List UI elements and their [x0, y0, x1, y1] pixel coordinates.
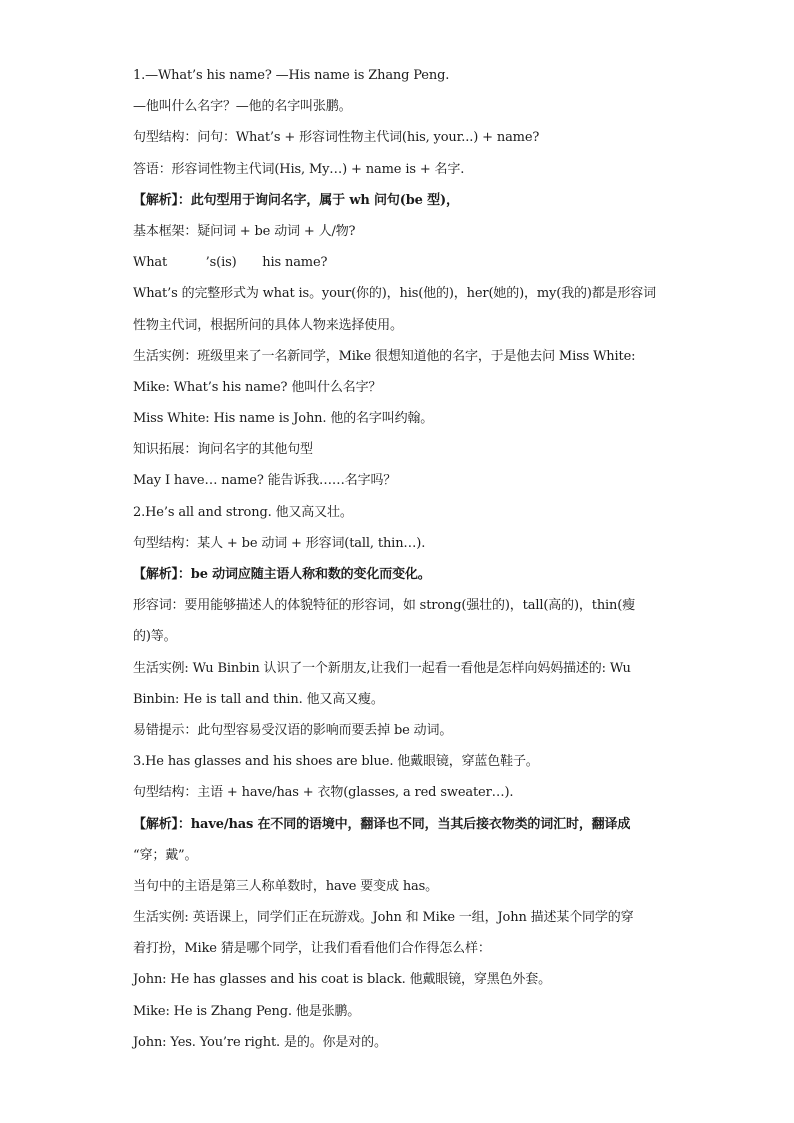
text-line: 性物主代词，根据所问的具体人物来选择使用。 [133, 317, 403, 333]
analysis-line: 【解析】：have/has 在不同的语境中，翻译也不同，当其后接衣物类的词汇时，翻译成 [133, 816, 631, 832]
analysis-line: 【解析】：be 动词应随主语人称和数的变化而变化。 [133, 567, 431, 582]
text-line: —他叫什么名字？—他的名字叫张鹏。 [133, 99, 352, 115]
text-line: 知识拓展：询问名字的其他句型 [133, 442, 313, 458]
text-line: 形容词：要用能够描述人的体貌特征的形容词，如 strong(强壮的)，tall(高的)，thin(瘦 [133, 598, 636, 614]
text-line: Miss White: His name is John. 他的名字叫约翰。 [133, 411, 434, 427]
text-line: Mike: What’s his name? 他叫什么名字？ [133, 379, 382, 395]
text-line: Binbin: He is tall and thin. 他又高又瘦。 [133, 691, 384, 707]
text-line: What ’s(is) his name? [133, 255, 328, 271]
text-line: 易错提示：此句型容易受汉语的影响而要丢掉 be 动词。 [133, 722, 453, 738]
text-line: 1.—What’s his name? —His name is Zhang Peng. [133, 68, 450, 83]
text-line: “穿；戴”。 [133, 847, 198, 863]
text-line: Mike: He is Zhang Peng. 他是张鹏。 [133, 1003, 361, 1019]
text-line: 句型结构：主语 + have/has + 衣物(glasses, a red sweater…). [133, 785, 514, 801]
text-line: 2.He’s all and strong. 他又高又壮。 [133, 504, 353, 520]
text-line: May I have… name? 能告诉我……名字吗？ [133, 473, 397, 489]
text-line: John: Yes. You’re right. 是的。你是对的。 [133, 1034, 387, 1050]
text-line: 3.He has glasses and his shoes are blue. 他戴眼镜，穿蓝色鞋子。 [133, 754, 539, 770]
text-line: John: He has glasses and his coat is black. 他戴眼镜，穿黑色外套。 [133, 972, 551, 988]
text-line: 的)等。 [133, 629, 177, 645]
text-line: 基本框架：疑问词 + be 动词 + 人/物? [133, 223, 356, 239]
text-line: 着打扮，Mike 猜是哪个同学，让我们看看他们合作得怎么样： [133, 941, 491, 957]
text-line: 生活实例：班级里来了一名新同学，Mike 很想知道他的名字，于是他去问 Miss White: [133, 348, 636, 364]
text-line: 答语：形容词性物主代词(His, My…) + name is + 名字. [133, 161, 465, 177]
text-line: 当句中的主语是第三人称单数时，have 要变成 has。 [133, 878, 439, 894]
text-line: What’s 的完整形式为 what is。your(你的)，his(他的)，her(她的)，my(我的)都是形容词 [133, 286, 656, 302]
text-line: 句型结构：问句：What’s + 形容词性物主代词(his, your...) + name? [133, 130, 540, 146]
analysis-line: 【解析】：此句型用于询问名字，属于 wh 问句(be 型)， [133, 192, 459, 208]
text-line: 生活实例: 英语课上，同学们正在玩游戏。John 和 Mike 一组，John 描述某个同学的穿 [133, 910, 634, 926]
text-line: 生活实例: Wu Binbin 认识了一个新朋友,让我们一起看一看他是怎样向妈妈描述的: Wu [133, 660, 631, 676]
text-line: 句型结构：某人 + be 动词 + 形容词(tall, thin…). [133, 535, 426, 551]
document-body [133, 60, 663, 1058]
